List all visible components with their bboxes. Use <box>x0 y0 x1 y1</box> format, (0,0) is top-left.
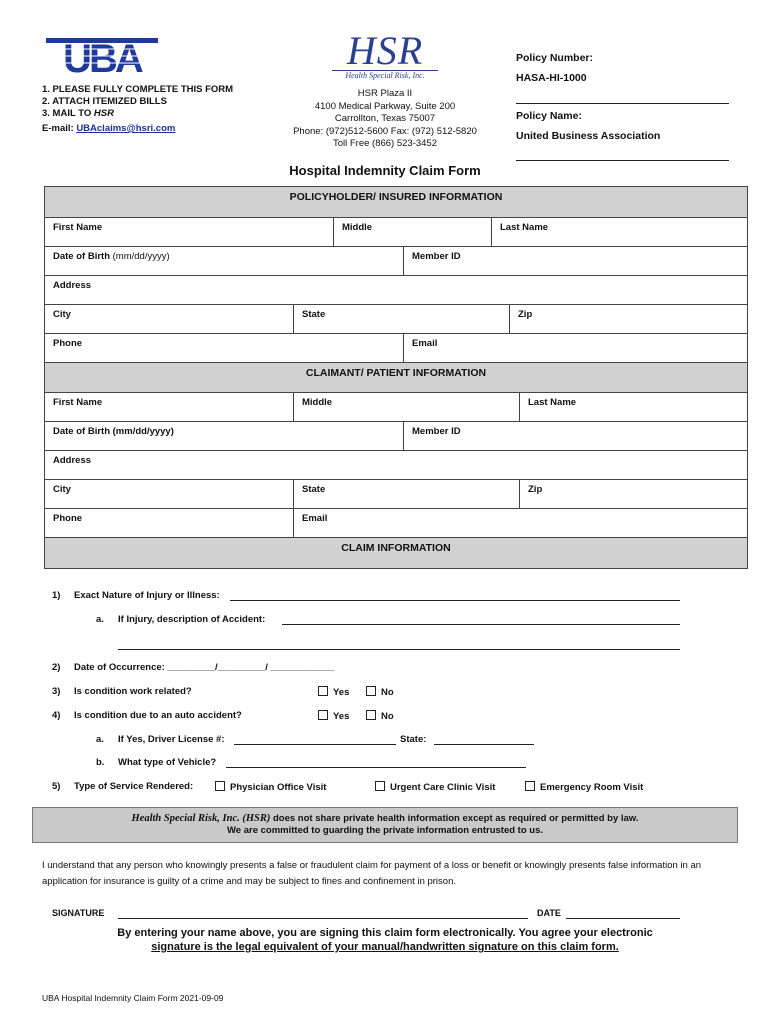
q4-label: Is condition due to an auto accident? <box>74 710 242 721</box>
checkbox-icon[interactable] <box>318 686 328 696</box>
date-label: DATE <box>537 908 561 918</box>
policyholder-name-row <box>45 218 747 247</box>
checkbox-icon[interactable] <box>318 710 328 720</box>
policy-number-value: HASA-HI-1000 <box>516 72 587 84</box>
policyholder-member-id[interactable]: Member ID <box>403 247 747 275</box>
policy-number-label: Policy Number: <box>516 52 594 64</box>
q5-number: 5) <box>52 781 61 792</box>
policy-info <box>516 52 736 161</box>
address-line: Carrollton, Texas 75007 <box>334 113 436 124</box>
address-line: 4100 Medical Parkway, Suite 200 <box>314 100 456 112</box>
q4b-number: b. <box>96 757 105 768</box>
policyholder-dob[interactable]: Date of Birth (mm/dd/yyyy) <box>53 251 170 262</box>
policyholder-city[interactable]: City <box>53 309 71 320</box>
form-footer: UBA Hospital Indemnity Claim Form 2021-09-09 <box>42 993 224 1003</box>
policyholder-state[interactable]: State <box>293 305 509 333</box>
q1-number: 1) <box>52 590 61 601</box>
policy-name-label: Policy Name: <box>516 110 582 122</box>
hsr-logo <box>332 28 438 82</box>
q1-label: Exact Nature of Injury or Illness: <box>74 590 220 601</box>
q1a-input-continued[interactable] <box>118 649 680 650</box>
claimant-state[interactable]: State <box>293 480 519 508</box>
signature-input[interactable] <box>118 918 528 919</box>
q2-label[interactable]: Date of Occurrence: _________/_________/ ____________ <box>74 662 334 673</box>
company-address <box>270 88 500 151</box>
checkbox-icon[interactable] <box>525 781 535 791</box>
address-line: HSR Plaza II <box>357 88 413 99</box>
hsr-logo-subtitle: Health Special Risk, Inc. <box>332 70 438 81</box>
policyholder-address[interactable]: Address <box>53 280 92 291</box>
info-grid <box>44 186 748 569</box>
q4-yes-option[interactable]: Yes <box>318 710 349 722</box>
q4b-label: What type of Vehicle? <box>118 757 217 768</box>
license-state-input[interactable] <box>434 744 534 745</box>
q5-label: Type of Service Rendered: <box>74 781 194 792</box>
form-title: Hospital Indemnity Claim Form <box>289 163 481 178</box>
q3-yes-option[interactable]: Yes <box>318 686 349 698</box>
vehicle-type-input[interactable] <box>226 767 526 768</box>
claimant-member-id[interactable]: Member ID <box>403 422 747 450</box>
q1a-label: If Injury, description of Accident: <box>118 614 266 625</box>
policyholder-phone[interactable]: Phone <box>53 338 83 349</box>
claim-info-header: CLAIM INFORMATION <box>45 538 747 568</box>
q4a-label: If Yes, Driver License #: <box>118 734 225 745</box>
policyholder-dob-row <box>45 247 747 276</box>
q3-label: Is condition work related? <box>74 686 192 697</box>
uba-logo <box>46 38 158 76</box>
instruction-step-1: 1. PLEASE FULLY COMPLETE THIS FORM <box>42 84 234 95</box>
claimant-header: CLAIMANT/ PATIENT INFORMATION <box>45 363 747 393</box>
claimant-dob[interactable]: Date of Birth (mm/dd/yyyy) <box>53 426 174 437</box>
privacy-notice: Health Special Risk, Inc. (HSR) does not share private health information except as required or permitted by law. We are committed to guarding the private information entrusted to us. <box>32 807 738 843</box>
fraud-statement: I understand that any person who knowingly presents a false or fraudulent claim for payment of a loss or benefit or knowingly presents false information in an application for insurance is guilty of a crime and may be subject to fines and confinement in prison. <box>42 860 702 887</box>
claimant-dob-row <box>45 422 747 451</box>
q3-number: 3) <box>52 686 61 697</box>
checkbox-icon[interactable] <box>375 781 385 791</box>
policyholder-header: POLICYHOLDER/ INSURED INFORMATION <box>45 187 747 218</box>
service-urgent-care-option[interactable]: Urgent Care Clinic Visit <box>375 781 495 793</box>
policyholder-last-name[interactable]: Last Name <box>491 218 747 246</box>
claimant-first-name[interactable]: First Name <box>53 397 103 408</box>
claimant-zip[interactable]: Zip <box>519 480 747 508</box>
instruction-step-2: 2. ATTACH ITEMIZED BILLS <box>42 96 167 107</box>
policyholder-first-name[interactable]: First Name <box>53 222 103 233</box>
claimant-city-row <box>45 480 747 509</box>
toll-free: Toll Free (866) 523-3452 <box>332 138 438 149</box>
claimant-name-row <box>45 393 747 422</box>
policyholder-zip[interactable]: Zip <box>509 305 747 333</box>
email-line: E-mail: UBAclaims@hsri.com <box>42 123 176 134</box>
instructions <box>42 84 233 135</box>
claimant-phone-row <box>45 509 747 538</box>
claimant-last-name[interactable]: Last Name <box>519 393 747 421</box>
checkbox-icon[interactable] <box>215 781 225 791</box>
service-emergency-room-option[interactable]: Emergency Room Visit <box>525 781 643 793</box>
q1a-number: a. <box>96 614 104 625</box>
q1-input[interactable] <box>230 600 680 601</box>
date-input[interactable] <box>566 918 680 919</box>
q4-no-option[interactable]: No <box>366 710 394 722</box>
service-physician-option[interactable]: Physician Office Visit <box>215 781 326 793</box>
policy-name-value: United Business Association <box>516 130 661 142</box>
instruction-step-3: 3. MAIL TO HSR <box>42 108 114 119</box>
uba-logo-text: UBA <box>63 38 141 76</box>
q4-number: 4) <box>52 710 61 721</box>
q3-no-option[interactable]: No <box>366 686 394 698</box>
signature-label: SIGNATURE <box>52 908 105 918</box>
policyholder-middle[interactable]: Middle <box>333 218 491 246</box>
q4a-number: a. <box>96 734 104 745</box>
q2-number: 2) <box>52 662 61 673</box>
claimant-address[interactable]: Address <box>53 455 92 466</box>
policyholder-address-row <box>45 276 747 305</box>
checkbox-icon[interactable] <box>366 710 376 720</box>
claimant-city[interactable]: City <box>53 484 71 495</box>
q1a-input[interactable] <box>282 624 680 625</box>
checkbox-icon[interactable] <box>366 686 376 696</box>
policyholder-email[interactable]: Email <box>403 334 747 362</box>
q4a-state-label: State: <box>400 734 427 745</box>
policyholder-phone-row <box>45 334 747 363</box>
claimant-email[interactable]: Email <box>293 509 747 537</box>
contact-phone-fax: Phone: (972)512-5600 Fax: (972) 512-5820 <box>293 125 477 137</box>
claimant-phone[interactable]: Phone <box>53 513 83 524</box>
esignature-notice: By entering your name above, you are signing this claim form electronically. You agree your electronic signature is the legal equivalent of your manual/handwritten signature on this claim form. <box>117 927 653 953</box>
hsr-logo-text: HSR <box>346 28 424 73</box>
email-link[interactable]: UBAclaims@hsri.com <box>76 123 176 134</box>
driver-license-input[interactable] <box>234 744 396 745</box>
claimant-address-row <box>45 451 747 480</box>
claimant-middle[interactable]: Middle <box>293 393 519 421</box>
policyholder-city-row <box>45 305 747 334</box>
